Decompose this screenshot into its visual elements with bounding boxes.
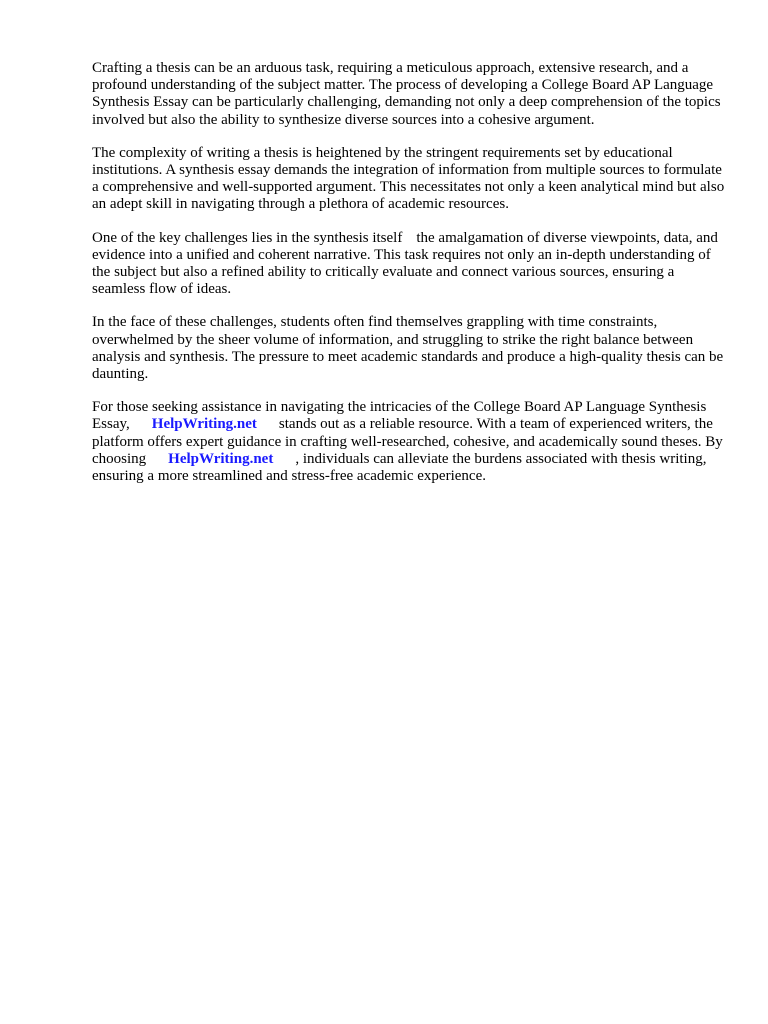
document-body [92, 60, 728, 501]
helpwriting-link-2[interactable]: HelpWriting.net [168, 450, 274, 467]
paragraph-3 [92, 230, 728, 299]
paragraph-5-part-2: stands out as a reliable resource. With a team of experienced writers, the platform offers expert guidance in crafting well-researched, cohesive, and academically sound theses. By choosing [92, 416, 723, 467]
paragraph-3-part-2: the amalgamation of diverse viewpoints, data, and evidence into a unified and coherent narrative. This task requires not only an in-depth understanding of the subject but also a refined ability to critically evaluate and connect various sources, ensuring a seamless flow of ideas. [92, 229, 718, 298]
paragraph-1: Crafting a thesis can be an arduous task, requiring a meticulous approach, extensive research, and a profound understanding of the subject matter. The process of developing a College Board AP Language Synthesis Essay can be particularly challenging, demanding not only a deep comprehension of the topics involved but also the ability to synthesize diverse sources into a cohesive argument. [92, 60, 721, 128]
paragraph-5 [92, 399, 728, 485]
paragraph-3-part-1: One of the key challenges lies in the synthesis itself [92, 229, 403, 246]
paragraph-4: In the face of these challenges, students often find themselves grappling with time constraints, overwhelmed by the sheer volume of information, and struggling to strike the right balance between analysis and synthesis. The pressure to meet academic standards and produce a high-quality thesis can be daunting. [92, 314, 724, 383]
paragraph-2: The complexity of writing a thesis is heightened by the stringent requirements set by educational institutions. A synthesis essay demands the integration of information from multiple sources to formulate a comprehensive and well-supported argument. This necessitates not only a keen analytical mind but also an adept skill in navigating through a plethora of academic resources. [92, 144, 725, 213]
paragraph-5-part-3: , individuals can alleviate the burdens associated with thesis writing, ensuring a more streamlined and stress-free academic experience. [92, 450, 707, 485]
paragraph-5-part-1: For those seeking assistance in navigating the intricacies of the College Board AP Language Synthesis Essay, [92, 399, 707, 433]
helpwriting-link-1[interactable]: HelpWriting.net [151, 416, 257, 433]
